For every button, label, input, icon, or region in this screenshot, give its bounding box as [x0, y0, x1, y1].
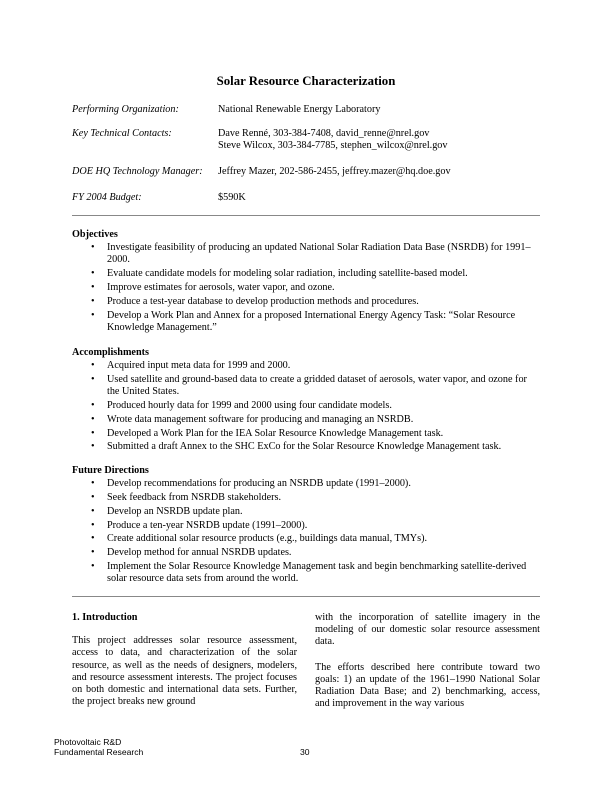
- divider: [72, 596, 540, 597]
- meta-doe-manager: [72, 166, 542, 178]
- meta-performing-organization: [72, 104, 542, 116]
- bullet-icon: •: [91, 492, 95, 503]
- meta-label: Performing Organization:: [72, 104, 179, 115]
- list-item: [72, 547, 540, 559]
- bullet-icon: •: [91, 478, 95, 490]
- list-item: [72, 374, 540, 398]
- bullet-icon: •: [91, 547, 95, 559]
- list-item: [72, 310, 540, 334]
- bullet-icon: •: [91, 374, 95, 385]
- bullet-icon: •: [91, 295, 95, 307]
- list-item-text: Used satellite and ground-based data to create a gridded dataset of aerosols, water vapor, and ozone for the United States.: [107, 374, 527, 398]
- objectives-section: [72, 229, 540, 336]
- list-item-text: Seek feedback from NSRDB stakeholders.: [107, 492, 281, 503]
- meta-label: FY 2004 Budget:: [72, 192, 142, 203]
- list-item-text: Developed a Work Plan for the IEA Solar Resource Knowledge Management task.: [107, 427, 444, 439]
- list-item: [72, 533, 540, 545]
- bullet-icon: •: [91, 533, 95, 545]
- footer-line: Photovoltaic R&D: [54, 737, 122, 747]
- divider: [72, 215, 540, 216]
- list-item: [72, 492, 540, 504]
- meta-value-line: Dave Renné, 303-384-7408, david_renne@nrel.gov: [218, 128, 430, 139]
- bullet-icon: •: [91, 505, 95, 517]
- list-item-text: Develop recommendations for producing an NSRDB update (1991–2000).: [107, 478, 411, 490]
- list-item: [72, 414, 540, 426]
- bullet-list: [72, 478, 540, 585]
- list-item-text: Produce a ten-year NSRDB update (1991–2000).: [107, 519, 308, 531]
- bullet-icon: •: [91, 282, 95, 293]
- list-item-text: Acquired input meta data for 1999 and 2000.: [107, 360, 291, 372]
- body-paragraph: The efforts described here contribute toward two goals: 1) an update of the 1961–1990 National Solar Radiation Data Base; and 2) benchmarking, access, and improvement in the way various: [315, 661, 540, 710]
- list-item-text: Improve estimates for aerosols, water vapor, and ozone.: [107, 282, 335, 293]
- list-item-text: Produced hourly data for 1999 and 2000 using four candidate models.: [107, 400, 392, 411]
- list-item-text: Investigate feasibility of producing an updated National Solar Radiation Data Base (NSRDB) for 1991–2000.: [107, 242, 531, 266]
- bullet-icon: •: [91, 427, 95, 439]
- bullet-list: [72, 360, 540, 453]
- bullet-icon: •: [91, 413, 95, 425]
- list-item-text: Produce a test-year database to develop production methods and procedures.: [107, 295, 419, 307]
- meta-value-line: National Renewable Energy Laboratory: [218, 104, 381, 115]
- bullet-icon: •: [91, 400, 95, 411]
- section-heading: Accomplishments: [72, 347, 149, 358]
- list-item: [72, 360, 540, 372]
- list-item: [72, 428, 540, 440]
- list-item: [72, 296, 540, 308]
- bullet-icon: •: [91, 268, 95, 280]
- meta-label: Key Technical Contacts:: [72, 128, 172, 139]
- page-footer: [54, 737, 143, 757]
- meta-value-line: Steve Wilcox, 303-384-7785, stephen_wilcox@nrel.gov: [218, 140, 448, 152]
- meta-label: DOE HQ Technology Manager:: [72, 166, 203, 177]
- list-item-text: Create additional solar resource products (e.g., buildings data manual, TMYs).: [107, 533, 428, 545]
- list-item: [72, 400, 540, 412]
- body-paragraph: This project addresses solar resource assessment, access to data, and characterization of the solar resource, as well as the needs of designers, modelers, and resource assessment interests. The project focuses on both domestic and international data sets. Further, the project breaks new ground: [72, 635, 297, 708]
- list-item: [72, 506, 540, 518]
- bullet-icon: •: [91, 441, 95, 453]
- list-item: [72, 441, 540, 453]
- list-item-text: Implement the Solar Resource Knowledge Management task and begin benchmarking satellite-derived solar resource data sets from around the world.: [107, 560, 527, 585]
- list-item: [72, 478, 540, 490]
- page-number: 30: [300, 747, 310, 757]
- list-item-text: Evaluate candidate models for modeling solar radiation, including satellite-based model.: [107, 268, 468, 280]
- bullet-list: [72, 242, 540, 334]
- future-directions-section: [72, 465, 540, 587]
- introduction-heading: 1. Introduction: [72, 612, 138, 623]
- bullet-icon: •: [91, 560, 95, 572]
- accomplishments-section: [72, 347, 540, 455]
- list-item-text: Develop method for annual NSRDB updates.: [107, 547, 292, 559]
- list-item-text: Develop an NSRDB update plan.: [107, 505, 243, 517]
- meta-value-line: Jeffrey Mazer, 202-586-2455, jeffrey.mazer@hq.doe.gov: [218, 166, 451, 177]
- meta-key-contacts: [72, 128, 542, 152]
- bullet-icon: •: [91, 360, 95, 372]
- bullet-icon: •: [91, 519, 95, 531]
- meta-budget: [72, 192, 542, 204]
- meta-value: [218, 128, 542, 152]
- body-column-left: [72, 612, 297, 721]
- footer-line: Fundamental Research: [54, 747, 144, 758]
- body-paragraph: with the incorporation of satellite imagery in the modeling of our domestic solar resource assessment data.: [315, 612, 540, 648]
- bullet-icon: •: [91, 309, 95, 321]
- meta-value-line: $590K: [218, 192, 246, 203]
- list-item: [72, 268, 540, 280]
- list-item: [72, 561, 540, 585]
- meta-value: [218, 192, 542, 204]
- meta-value: [218, 104, 542, 116]
- list-item-text: Submitted a draft Annex to the SHC ExCo for the Solar Resource Knowledge Management task.: [107, 441, 502, 453]
- list-item: [72, 520, 540, 532]
- list-item-text: Develop a Work Plan and Annex for a proposed International Energy Agency Task: “Solar Resource Knowledge Management.”: [107, 309, 516, 333]
- section-heading: Future Directions: [72, 465, 149, 476]
- list-item: [72, 242, 540, 266]
- meta-value: [218, 166, 542, 178]
- list-item: [72, 282, 540, 294]
- bullet-icon: •: [91, 242, 95, 254]
- list-item-text: Wrote data management software for producing and managing an NSRDB.: [107, 413, 414, 425]
- body-column-right: [315, 612, 540, 723]
- section-heading: Objectives: [72, 229, 118, 240]
- page-title: Solar Resource Characterization: [216, 74, 396, 88]
